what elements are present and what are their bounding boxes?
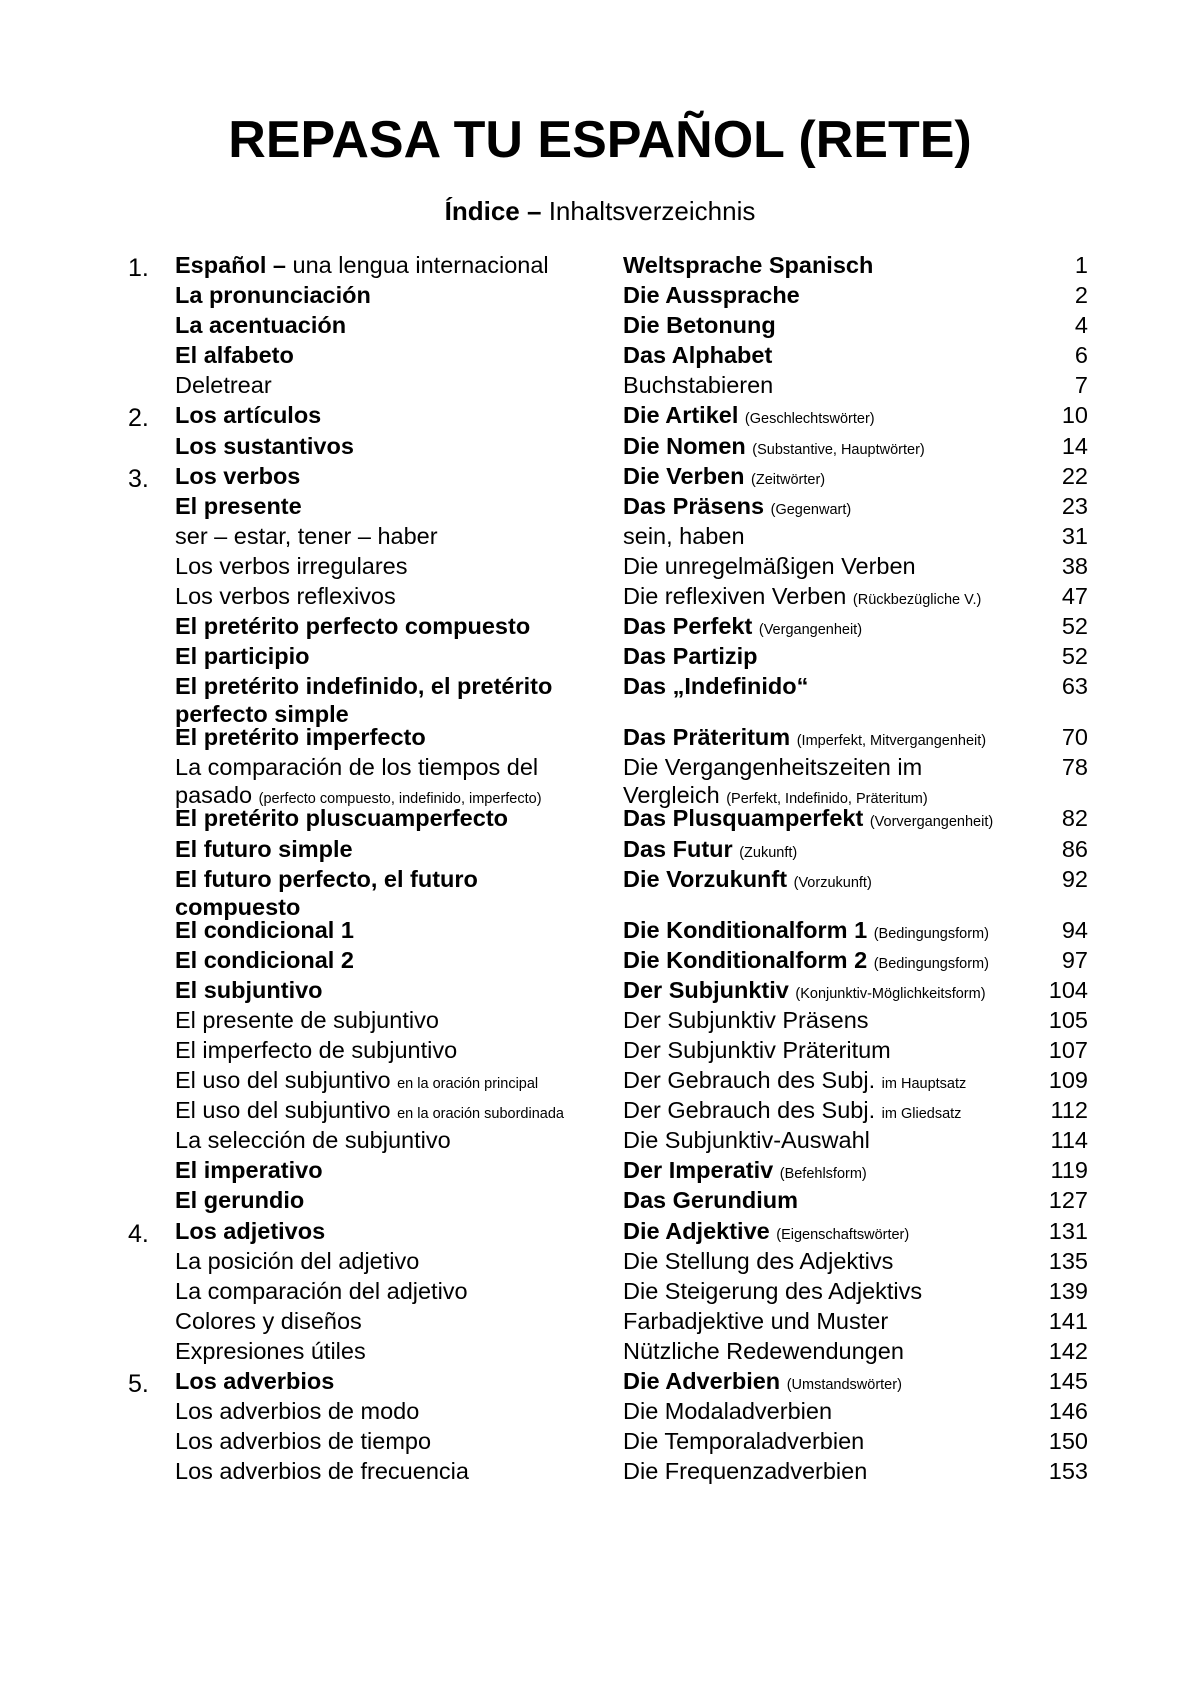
toc-row xyxy=(0,804,1200,834)
german-title-note: im Hauptsatz xyxy=(881,1076,967,1093)
spanish-title xyxy=(175,1156,585,1184)
spanish-title-note: en la oración subordinada xyxy=(397,1106,564,1123)
page-number: 141 xyxy=(1048,1307,1088,1334)
spanish-title xyxy=(175,371,585,399)
german-title-text: Die Verben xyxy=(623,462,745,489)
german-title-text: Farbadjektive und Muster xyxy=(623,1307,889,1334)
spanish-title-text: La acentuación xyxy=(175,312,347,339)
spanish-title xyxy=(175,835,585,863)
page-number: 4 xyxy=(1074,312,1088,339)
page-number: 31 xyxy=(1061,522,1088,549)
toc-row xyxy=(0,552,1200,582)
toc-row xyxy=(0,582,1200,612)
spanish-title-text: La pronunciación xyxy=(175,282,371,309)
german-title xyxy=(623,522,1023,550)
spanish-title xyxy=(175,976,585,1004)
spanish-title-text: El presente xyxy=(175,492,302,519)
german-title-text: Das Präsens xyxy=(623,492,765,519)
spanish-title xyxy=(175,723,585,751)
toc-row xyxy=(0,492,1200,522)
german-title-text: Das Präteritum xyxy=(623,724,791,751)
german-title xyxy=(623,1217,1023,1249)
spanish-title xyxy=(175,1247,585,1275)
german-title-text: Die Aussprache xyxy=(623,282,800,309)
toc-row xyxy=(0,281,1200,311)
spanish-title xyxy=(175,251,585,279)
spanish-title-text: Español – xyxy=(175,252,287,278)
spanish-title-text: El pretérito imperfecto xyxy=(175,724,426,751)
spanish-title xyxy=(175,804,585,832)
german-title xyxy=(623,612,1023,644)
page-number: 153 xyxy=(1048,1458,1088,1485)
german-title-text: Die unregelmäßigen Verben xyxy=(623,552,916,579)
toc-row xyxy=(0,1397,1200,1427)
spanish-title xyxy=(175,612,585,640)
page-number: 22 xyxy=(1061,462,1088,489)
page-number: 127 xyxy=(1048,1187,1088,1214)
spanish-title-text: La posición del adjetivo xyxy=(175,1247,420,1274)
spanish-title-text: El presente de subjuntivo xyxy=(175,1006,439,1033)
toc-row xyxy=(0,865,1200,920)
spanish-title-text: La comparación de los tiempos del pasado xyxy=(175,754,539,809)
page-number: 94 xyxy=(1061,916,1088,943)
german-title-text: Die Temporaladverbien xyxy=(623,1428,865,1455)
spanish-title xyxy=(175,1036,585,1064)
page-number: 109 xyxy=(1048,1067,1088,1094)
page-number: 150 xyxy=(1048,1428,1088,1455)
page-number: 14 xyxy=(1061,432,1088,459)
german-title-text: Das Perfekt xyxy=(623,613,753,640)
spanish-title xyxy=(175,552,585,580)
page-number: 119 xyxy=(1050,1157,1088,1184)
german-title-text: Das Futur xyxy=(623,835,733,862)
spanish-title-text: Expresiones útiles xyxy=(175,1337,366,1364)
german-title xyxy=(623,401,1023,433)
page-number: 38 xyxy=(1061,552,1088,579)
toc-row xyxy=(0,251,1200,281)
german-title-text: Das Gerundium xyxy=(623,1187,798,1214)
german-title xyxy=(623,251,1023,279)
toc-row xyxy=(0,916,1200,946)
german-title-note: (Perfekt, Indefinido, Präteritum) xyxy=(726,791,928,808)
toc-heading-rest: Inhaltsverzeichnis xyxy=(548,196,756,226)
page-number: 52 xyxy=(1061,643,1088,670)
page-number: 104 xyxy=(1048,976,1088,1003)
german-title-text: Die Vorzukunft xyxy=(623,865,788,892)
german-title-text: Die Subjunktiv-Auswahl xyxy=(623,1127,870,1154)
german-title-text: Die Nomen xyxy=(623,432,746,459)
toc-row xyxy=(0,976,1200,1006)
page-number: 114 xyxy=(1050,1127,1088,1154)
german-title xyxy=(623,432,1023,464)
spanish-title xyxy=(175,1186,585,1214)
toc-row xyxy=(0,1066,1200,1096)
german-title-note: (Zukunft) xyxy=(739,844,798,861)
page-number: 146 xyxy=(1048,1398,1088,1425)
page-number: 23 xyxy=(1061,492,1088,519)
german-title xyxy=(623,642,1023,670)
german-title-text: Die Adjektive xyxy=(623,1217,770,1244)
german-title-text: Die Konditionalform 2 xyxy=(623,946,868,973)
spanish-title xyxy=(175,1006,585,1034)
chapter-number: 4. xyxy=(128,1219,149,1248)
page-number: 6 xyxy=(1074,342,1088,369)
page-number: 107 xyxy=(1048,1036,1088,1063)
german-title xyxy=(623,1337,1023,1365)
toc-row xyxy=(0,1036,1200,1066)
german-title xyxy=(623,1367,1023,1399)
chapter-number: 1. xyxy=(128,254,149,282)
spanish-title-text: El condicional 1 xyxy=(175,916,354,943)
toc-row xyxy=(0,401,1200,431)
spanish-title xyxy=(175,672,585,728)
spanish-title xyxy=(175,341,585,369)
spanish-title-text: Los artículos xyxy=(175,402,322,429)
toc-row xyxy=(0,1186,1200,1216)
german-title-note: (Gegenwart) xyxy=(770,501,852,518)
page-number: 105 xyxy=(1048,1006,1088,1033)
toc-row xyxy=(0,432,1200,462)
spanish-title-note: (perfecto compuesto, indefinido, imperfecto) xyxy=(258,791,542,808)
toc-row xyxy=(0,1367,1200,1397)
spanish-title-text: El pretérito pluscuamperfecto xyxy=(175,805,508,832)
spanish-title-text: El participio xyxy=(175,643,310,670)
german-title-text: Weltsprache Spanisch xyxy=(623,252,874,278)
german-title xyxy=(623,1096,1023,1128)
spanish-title xyxy=(175,642,585,670)
german-title-text: Die Vergangenheitszeiten im Vergleich xyxy=(623,754,923,809)
spanish-title-text: Los verbos xyxy=(175,462,301,489)
spanish-title-text: ser – estar, tener – haber xyxy=(175,522,438,549)
spanish-title xyxy=(175,1337,585,1365)
german-title-text: Die Artikel xyxy=(623,402,739,429)
spanish-title xyxy=(175,1277,585,1305)
page-number: 70 xyxy=(1061,724,1088,751)
spanish-title xyxy=(175,1066,585,1098)
german-title xyxy=(623,341,1023,369)
german-title-text: Das Alphabet xyxy=(623,342,773,369)
german-title-text: sein, haben xyxy=(623,522,745,549)
toc-row xyxy=(0,371,1200,401)
german-title xyxy=(623,1006,1023,1034)
spanish-title-text: El uso del subjuntivo xyxy=(175,1067,391,1094)
german-title-note: im Gliedsatz xyxy=(881,1106,962,1123)
german-title xyxy=(623,582,1023,614)
spanish-title xyxy=(175,916,585,944)
german-title-text: Der Subjunktiv Präteritum xyxy=(623,1036,891,1063)
toc-row xyxy=(0,835,1200,865)
german-title-note: (Bedingungsform) xyxy=(873,925,989,942)
german-title xyxy=(623,1126,1023,1154)
german-title-text: Der Subjunktiv xyxy=(623,976,789,1003)
page-number: 7 xyxy=(1074,372,1088,399)
page-number: 1 xyxy=(1074,252,1088,278)
spanish-title-text: Los adverbios de tiempo xyxy=(175,1428,432,1455)
spanish-title-text: El alfabeto xyxy=(175,342,294,369)
page-number: 145 xyxy=(1048,1368,1088,1394)
spanish-title-text: Los verbos irregulares xyxy=(175,552,408,579)
spanish-title-text: El imperfecto de subjuntivo xyxy=(175,1036,458,1063)
german-title-note: (Geschlechtswörter) xyxy=(744,411,875,428)
german-title-text: Buchstabieren xyxy=(623,372,774,399)
german-title-note: (Vergangenheit) xyxy=(758,622,863,639)
document-title: REPASA TU ESPAÑOL (RETE) xyxy=(228,111,972,169)
german-title-note: (Zeitwörter) xyxy=(751,471,826,488)
page-number: 135 xyxy=(1048,1247,1088,1274)
german-title xyxy=(623,462,1023,494)
german-title-note: (Substantive, Hauptwörter) xyxy=(752,441,925,458)
page-number: 63 xyxy=(1061,673,1088,700)
spanish-title xyxy=(175,432,585,460)
german-title-text: Der Gebrauch des Subj. xyxy=(623,1067,876,1094)
german-title xyxy=(623,804,1023,836)
spanish-title xyxy=(175,1457,585,1485)
spanish-title-text: Los adjetivos xyxy=(175,1217,326,1244)
page-number: 52 xyxy=(1061,613,1088,640)
spanish-title-text: El gerundio xyxy=(175,1187,305,1214)
german-title-text: Der Subjunktiv Präsens xyxy=(623,1006,869,1033)
page-number: 112 xyxy=(1050,1097,1088,1124)
spanish-title-text: El uso del subjuntivo xyxy=(175,1097,391,1124)
german-title xyxy=(623,492,1023,524)
german-title xyxy=(623,976,1023,1008)
spanish-title xyxy=(175,946,585,974)
toc-row xyxy=(0,612,1200,642)
chapter-number: 5. xyxy=(128,1370,149,1398)
german-title-note: (Umstandswörter) xyxy=(786,1377,902,1393)
page-number: 131 xyxy=(1048,1217,1088,1244)
german-title-note: (Eigenschaftswörter) xyxy=(776,1226,910,1243)
toc-row xyxy=(0,522,1200,552)
spanish-title-text: Los sustantivos xyxy=(175,432,354,459)
toc-row xyxy=(0,1096,1200,1126)
german-title-text: Die Steigerung des Adjektivs xyxy=(623,1277,923,1304)
german-title xyxy=(623,281,1023,309)
spanish-title-text: La selección de subjuntivo xyxy=(175,1127,451,1154)
spanish-title xyxy=(175,1096,585,1128)
toc-row xyxy=(0,1247,1200,1277)
german-title-text: Die Adverbien xyxy=(623,1368,781,1394)
german-title xyxy=(623,1457,1023,1485)
spanish-title xyxy=(175,1367,585,1395)
german-title-text: Nützliche Redewendungen xyxy=(623,1337,904,1364)
spanish-title xyxy=(175,462,585,490)
german-title xyxy=(623,1186,1023,1214)
spanish-title-text: El futuro perfecto, el futuro compuesto xyxy=(175,865,478,920)
spanish-title-text: Deletrear xyxy=(175,372,272,399)
german-title-note: (Bedingungsform) xyxy=(873,955,989,972)
spanish-title xyxy=(175,281,585,309)
german-title-text: Die Konditionalform 1 xyxy=(623,916,868,943)
toc-row xyxy=(0,723,1200,753)
toc-row xyxy=(0,1427,1200,1457)
table-of-contents xyxy=(0,251,1200,1487)
german-title xyxy=(623,946,1023,978)
toc-row xyxy=(0,753,1200,809)
chapter-number: 2. xyxy=(128,404,149,433)
spanish-title xyxy=(175,582,585,610)
page-number: 82 xyxy=(1061,805,1088,832)
german-title xyxy=(623,1156,1023,1188)
spanish-title xyxy=(175,401,585,429)
toc-heading xyxy=(0,196,1200,227)
spanish-title-text: Los adverbios xyxy=(175,1368,335,1394)
german-title-text: Die Betonung xyxy=(623,312,776,339)
page-number: 142 xyxy=(1048,1337,1088,1364)
german-title xyxy=(623,865,1023,897)
page-number: 86 xyxy=(1061,835,1088,862)
german-title-note: (Rückbezügliche V.) xyxy=(852,592,982,609)
german-title xyxy=(623,916,1023,948)
page-number: 47 xyxy=(1061,583,1088,610)
toc-row xyxy=(0,1126,1200,1156)
german-title-note: (Vorzukunft) xyxy=(793,874,872,891)
toc-row xyxy=(0,672,1200,728)
toc-row xyxy=(0,1307,1200,1337)
spanish-title-text: El condicional 2 xyxy=(175,946,354,973)
german-title-note: (Befehlsform) xyxy=(779,1166,867,1183)
page-number: 139 xyxy=(1048,1277,1088,1304)
toc-row xyxy=(0,311,1200,341)
spanish-title-text: La comparación del adjetivo xyxy=(175,1277,468,1304)
spanish-title xyxy=(175,1427,585,1455)
toc-row xyxy=(0,642,1200,672)
chapter-number: 3. xyxy=(128,464,149,493)
spanish-title xyxy=(175,865,585,921)
german-title-text: Die reflexiven Verben xyxy=(623,583,847,610)
german-title xyxy=(623,1397,1023,1425)
page-number: 78 xyxy=(1061,754,1088,781)
german-title-text: Die Stellung des Adjektivs xyxy=(623,1247,894,1274)
german-title xyxy=(623,1066,1023,1098)
page-number: 2 xyxy=(1074,282,1088,309)
spanish-title xyxy=(175,1397,585,1425)
german-title xyxy=(623,723,1023,755)
spanish-title-text: El pretérito perfecto compuesto xyxy=(175,613,531,640)
spanish-title-rest: una lengua internacional xyxy=(286,252,549,278)
toc-row xyxy=(0,1457,1200,1487)
spanish-title xyxy=(175,1126,585,1154)
german-title-note: (Imperfekt, Mitvergangenheit) xyxy=(796,733,987,750)
toc-row xyxy=(0,341,1200,371)
german-title-text: Das „Indefinido“ xyxy=(623,673,809,700)
spanish-title xyxy=(175,311,585,339)
german-title xyxy=(623,1277,1023,1305)
toc-row xyxy=(0,1217,1200,1247)
german-title-text: Das Plusquamperfekt xyxy=(623,805,864,832)
german-title xyxy=(623,1247,1023,1275)
toc-row xyxy=(0,1337,1200,1367)
german-title xyxy=(623,311,1023,339)
spanish-title xyxy=(175,522,585,550)
spanish-title-note: en la oración principal xyxy=(397,1076,539,1093)
german-title xyxy=(623,1307,1023,1335)
toc-row xyxy=(0,946,1200,976)
spanish-title-text: El subjuntivo xyxy=(175,976,323,1003)
spanish-title-text: El futuro simple xyxy=(175,835,353,862)
german-title xyxy=(623,835,1023,867)
german-title-note: (Vorvergangenheit) xyxy=(869,814,994,831)
toc-heading-bold: Índice – xyxy=(444,196,542,226)
german-title xyxy=(623,1036,1023,1064)
page-number: 97 xyxy=(1061,946,1088,973)
german-title-text: Das Partizip xyxy=(623,643,758,670)
page-number: 10 xyxy=(1061,402,1088,429)
spanish-title-text: El imperativo xyxy=(175,1157,323,1184)
spanish-title-text: Los adverbios de modo xyxy=(175,1398,420,1425)
spanish-title-text: Colores y diseños xyxy=(175,1307,362,1334)
german-title-text: Die Modaladverbien xyxy=(623,1398,833,1425)
spanish-title-text: El pretérito indefinido, el pretérito perfecto simple xyxy=(175,673,553,728)
spanish-title-text: Los adverbios de frecuencia xyxy=(175,1458,469,1485)
page-number: 92 xyxy=(1061,865,1088,892)
toc-row xyxy=(0,1277,1200,1307)
spanish-title-text: Los verbos reflexivos xyxy=(175,583,396,610)
german-title-text: Der Gebrauch des Subj. xyxy=(623,1097,876,1124)
german-title xyxy=(623,1427,1023,1455)
spanish-title xyxy=(175,1217,585,1245)
toc-row xyxy=(0,1156,1200,1186)
toc-row xyxy=(0,462,1200,492)
toc-row xyxy=(0,1006,1200,1036)
german-title-text: Der Imperativ xyxy=(623,1157,774,1184)
german-title xyxy=(623,371,1023,399)
german-title-text: Die Frequenzadverbien xyxy=(623,1458,868,1485)
spanish-title xyxy=(175,492,585,520)
spanish-title xyxy=(175,1307,585,1335)
german-title xyxy=(623,552,1023,580)
german-title-note: (Konjunktiv-Möglichkeitsform) xyxy=(795,985,986,1002)
german-title xyxy=(623,672,1023,700)
